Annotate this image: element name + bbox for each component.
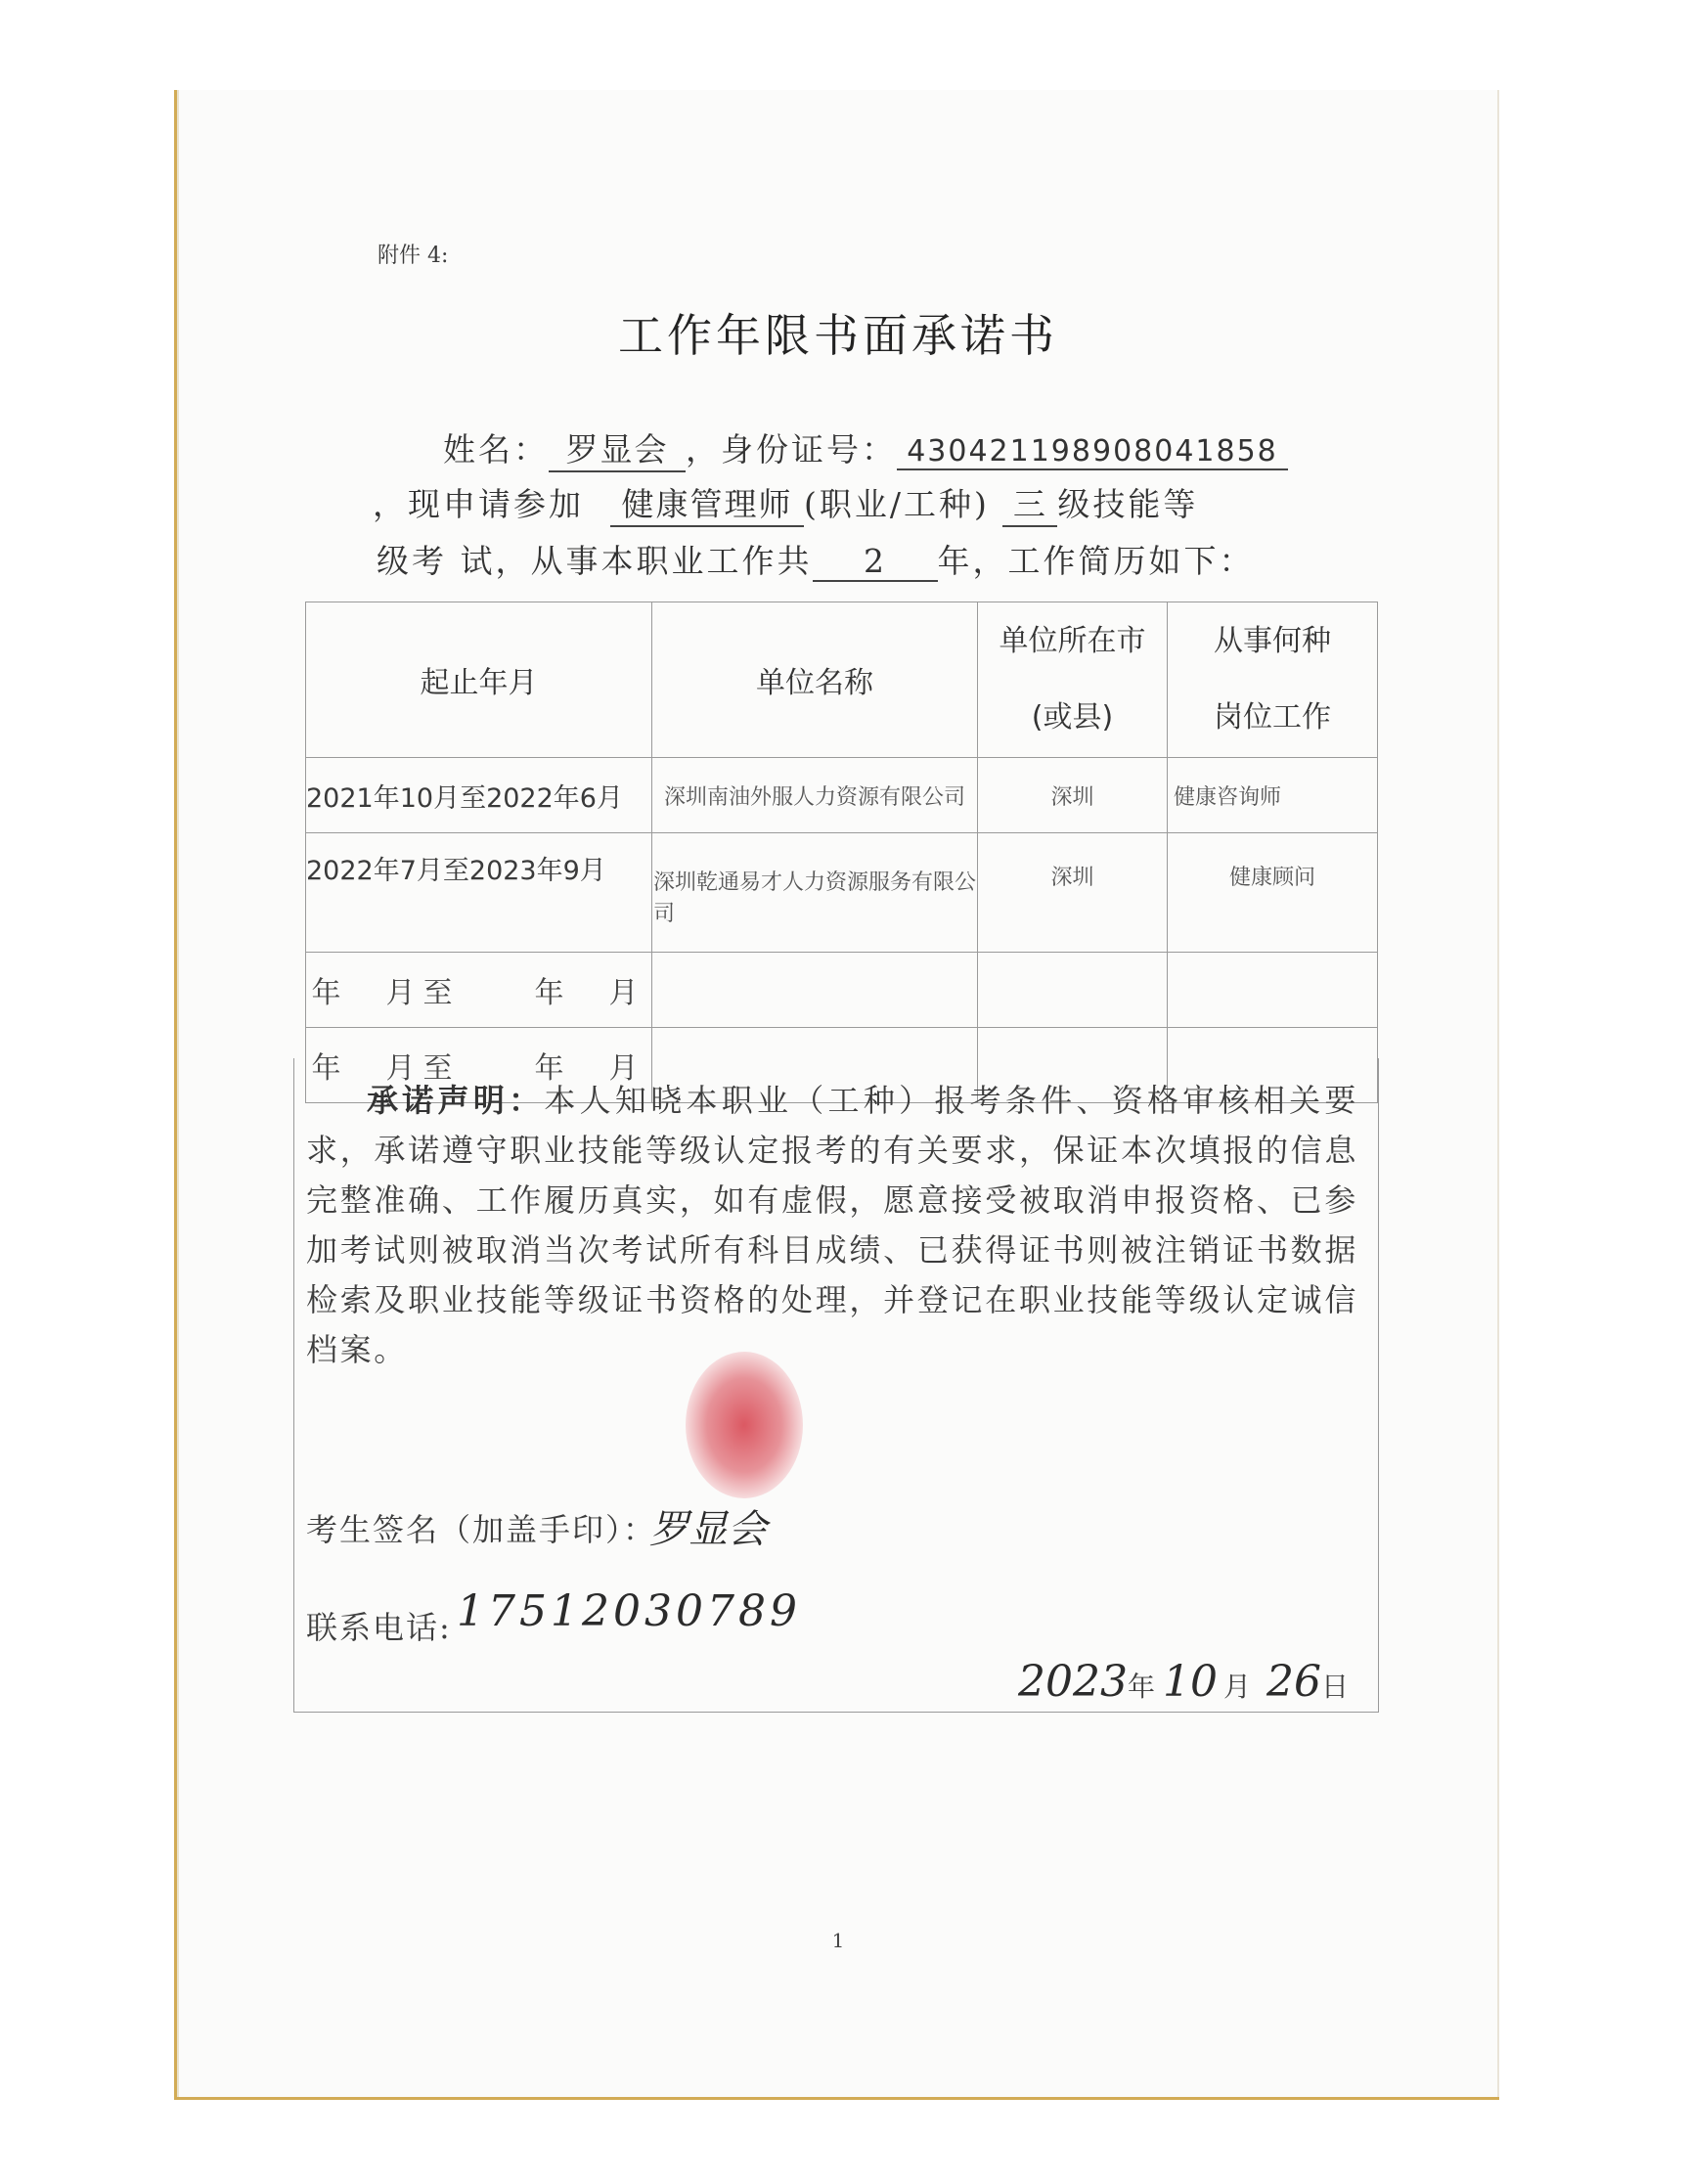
years-prefix: 级考 试，从事本职业工作共	[377, 542, 813, 580]
applicant-line	[443, 424, 1288, 472]
document-page	[174, 90, 1499, 2100]
promise-section	[293, 1058, 1379, 1713]
row-period-blank: 年 月至 年 月	[306, 953, 652, 1028]
promise-statement	[306, 1076, 1358, 1375]
phone-number: 17512030789	[457, 1586, 801, 1636]
id-label: ，身份证号：	[686, 430, 897, 468]
row-period: 2021年10月至2022年6月	[306, 758, 652, 833]
applicant-name: 罗显会	[549, 424, 686, 472]
row-period: 2022年7月至2023年9月	[306, 833, 652, 953]
exam-line	[373, 479, 1198, 527]
header-post	[1168, 602, 1378, 758]
row-city-blank	[978, 953, 1168, 1028]
table-row	[306, 758, 1378, 833]
header-period: 起止年月	[306, 602, 652, 758]
header-city-line1: 单位所在市	[999, 624, 1146, 658]
date-month-char: 月	[1223, 1671, 1254, 1703]
header-post-line1: 从事何种	[1214, 624, 1331, 658]
promise-lead: 承诺声明：	[367, 1082, 545, 1119]
years-suffix: 年，工作简历如下：	[937, 542, 1255, 580]
table-row	[306, 953, 1378, 1028]
work-years: 2	[813, 542, 938, 582]
row-unit: 深圳南油外服人力资源有限公司	[652, 758, 978, 833]
attachment-label: 附件 4:	[378, 244, 449, 268]
page-number: 1	[831, 1929, 845, 1952]
name-label: 姓名：	[443, 430, 549, 468]
occupation: 健康管理师	[610, 479, 804, 527]
row-city: 深圳	[978, 833, 1168, 953]
level-suffix: 级技能等	[1057, 485, 1199, 523]
row-post-blank	[1168, 953, 1378, 1028]
date-day-char: 日	[1321, 1671, 1352, 1703]
signature-label: 考生签名（加盖手印）：	[306, 1511, 657, 1548]
header-post-line2: 岗位工作	[1214, 700, 1331, 735]
id-number: 430421198908041858	[897, 434, 1288, 470]
date-day: 26	[1266, 1657, 1322, 1707]
date-year: 2023	[1018, 1657, 1128, 1707]
page-edge	[1497, 90, 1499, 2097]
header-unit: 单位名称	[652, 602, 978, 758]
header-city	[978, 602, 1168, 758]
table-header-row	[306, 602, 1378, 758]
signature-name: 罗显会	[649, 1507, 767, 1552]
apply-prefix: ，现申请参加	[373, 485, 584, 523]
date-month: 10	[1163, 1657, 1218, 1707]
phone-label: 联系电话:	[306, 1609, 452, 1646]
row-post: 健康咨询师	[1168, 758, 1378, 833]
skill-level: 三	[1002, 479, 1057, 527]
header-city-line2: (或县)	[1031, 700, 1114, 735]
years-line	[377, 536, 1255, 582]
row-period-blank: 年 月至 年 月	[306, 1028, 652, 1103]
row-unit: 深圳乾通易才人力资源服务有限公司	[652, 833, 978, 953]
row-city: 深圳	[978, 758, 1168, 833]
sign-date	[1018, 1657, 1351, 1707]
document-title: 工作年限书面承诺书	[618, 309, 1058, 362]
occupation-note: (职业/工种)	[803, 485, 990, 523]
table-row	[306, 833, 1378, 953]
row-unit-blank	[652, 953, 978, 1028]
row-post: 健康顾问	[1168, 833, 1378, 953]
promise-text: 本人知晓本职业（工种）报考条件、资格审核相关要求，承诺遵守职业技能等级认定报考的有关要求，保证本次填报的信息完整准确、工作履历真实，如有虚假，愿意接受被取消申报资格、已参加考试则被取消当次考试所有科目成绩、已获得证书则被注销证书数据检索及职业技能等级证书资格的处理，并登记在职业技能等级认定诚信档案。	[306, 1082, 1358, 1368]
date-year-char: 年	[1127, 1671, 1157, 1703]
fingerprint-stamp	[686, 1352, 803, 1498]
work-history-table	[305, 602, 1378, 1103]
